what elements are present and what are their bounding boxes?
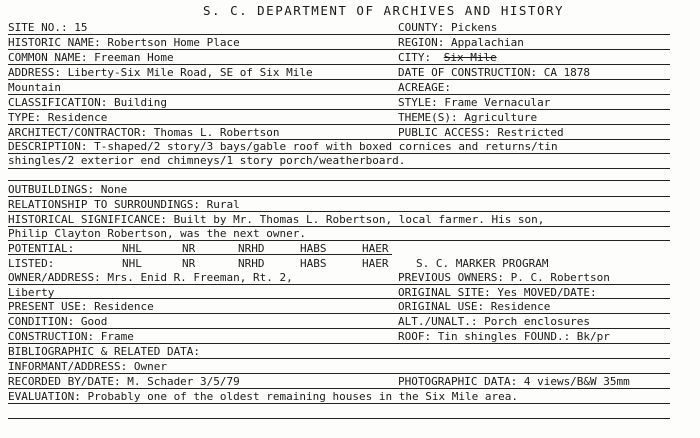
listed-nhl: NHL: [122, 257, 142, 270]
recorded-by-date: RECORDED BY/DATE: M. Schader 3/5/79: [8, 375, 240, 388]
rule: [8, 49, 670, 50]
construction: CONSTRUCTION: Frame: [8, 330, 134, 343]
photographic-data: PHOTOGRAPHIC DATA: 4 views/B&W 35mm: [398, 375, 630, 388]
rule: [8, 94, 670, 95]
rule: [8, 313, 670, 314]
owner-address-line-1: OWNER/ADDRESS: Mrs. Enid R. Freeman, Rt. 2,: [8, 271, 293, 284]
rule: [8, 34, 670, 35]
historical-significance-line-1: HISTORICAL SIGNIFICANCE: Built by Mr. Thomas L. Robertson, local farmer. His son,: [8, 213, 545, 226]
listed-habs: HABS: [300, 257, 327, 270]
city-label: CITY:: [398, 51, 432, 64]
rule: [8, 109, 670, 110]
rule: [8, 240, 670, 241]
marker-program: S. C. MARKER PROGRAM: [416, 257, 549, 270]
potential-habs: HABS: [300, 242, 327, 255]
city: [398, 51, 497, 64]
potential-nrhd: NRHD: [238, 242, 265, 255]
rule: [8, 153, 670, 154]
rule: [8, 180, 670, 181]
rule: [8, 373, 670, 374]
original-site: ORIGINAL SITE: Yes MOVED/DATE:: [398, 286, 597, 299]
historical-significance-line-2: Philip Clayton Robertson, was the next owner.: [8, 227, 307, 240]
date-of-construction: DATE OF CONSTRUCTION: CA 1878: [398, 66, 591, 79]
listed-nrhd: NRHD: [238, 257, 265, 270]
common-name: COMMON NAME: Freeman Home: [8, 51, 174, 64]
rule: [8, 64, 670, 65]
classification: CLASSIFICATION: Building: [8, 96, 167, 109]
outbuildings: OUTBUILDINGS: None: [8, 183, 128, 196]
evaluation: EVALUATION: Probably one of the oldest remaining houses in the Six Mile area.: [8, 390, 518, 403]
rule: [8, 124, 670, 125]
description-line-2: shingles/2 exterior end chimneys/1 story porch/weatherboard.: [8, 154, 406, 167]
potential-label: POTENTIAL:: [8, 242, 75, 255]
rule: [8, 343, 670, 344]
public-access: PUBLIC ACCESS: Restricted: [398, 126, 564, 139]
address-line-1: ADDRESS: Liberty-Six Mile Road, SE of Six Mile: [8, 66, 313, 79]
style: STYLE: Frame Vernacular: [398, 96, 551, 109]
condition: CONDITION: Good: [8, 315, 108, 328]
potential-nr: NR: [182, 242, 196, 255]
listed-nr: NR: [182, 257, 196, 270]
city-value: Six Mile: [443, 51, 497, 64]
description-line-1: DESCRIPTION: T-shaped/2 story/3 bays/gable roof with boxed cornices and returns/tin: [8, 140, 558, 153]
rule: [8, 196, 670, 197]
rule: [8, 418, 670, 419]
rule: [8, 358, 670, 359]
rule: [8, 388, 670, 389]
informant-address: INFORMANT/ADDRESS: Owner: [8, 360, 167, 373]
potential-haer: HAER: [362, 242, 389, 255]
themes: THEME(S): Agriculture: [398, 111, 538, 124]
site-number: SITE NO.: 15: [8, 21, 88, 34]
alt-unalt: ALT./UNALT.: Porch enclosures: [398, 315, 591, 328]
rule: [8, 168, 670, 169]
present-use: PRESENT USE: Residence: [8, 300, 154, 313]
roof-foundation: ROOF: Tin shingles FOUND.: Bk/pr: [398, 330, 610, 343]
architect-contractor: ARCHITECT/CONTRACTOR: Thomas L. Robertson: [8, 126, 280, 139]
rule: [8, 328, 670, 329]
previous-owners: PREVIOUS OWNERS: P. C. Robertson: [398, 271, 610, 284]
address-line-2: Mountain: [8, 81, 61, 94]
rule: [8, 254, 392, 255]
rule: [8, 298, 670, 299]
listed-label: LISTED:: [8, 257, 55, 270]
historic-name: HISTORIC NAME: Robertson Home Place: [8, 36, 240, 49]
rule: [8, 211, 670, 212]
county: COUNTY: Pickens: [398, 21, 498, 34]
potential-nhl: NHL: [122, 242, 142, 255]
type: TYPE: Residence: [8, 111, 108, 124]
region: REGION: Appalachian: [398, 36, 524, 49]
rule: [8, 403, 670, 404]
acreage: ACREAGE:: [398, 81, 451, 94]
relationship-to-surroundings: RELATIONSHIP TO SURROUNDINGS: Rural: [8, 198, 240, 211]
bibliographic-data: BIBLIOGRAPHIC & RELATED DATA:: [8, 345, 201, 358]
owner-address-line-2: Liberty: [8, 286, 55, 299]
rule: [8, 79, 670, 80]
rule: [8, 284, 670, 285]
listed-haer: HAER: [362, 257, 389, 270]
form-title: S. C. DEPARTMENT OF ARCHIVES AND HISTORY: [203, 3, 565, 18]
original-use: ORIGINAL USE: Residence: [398, 300, 551, 313]
